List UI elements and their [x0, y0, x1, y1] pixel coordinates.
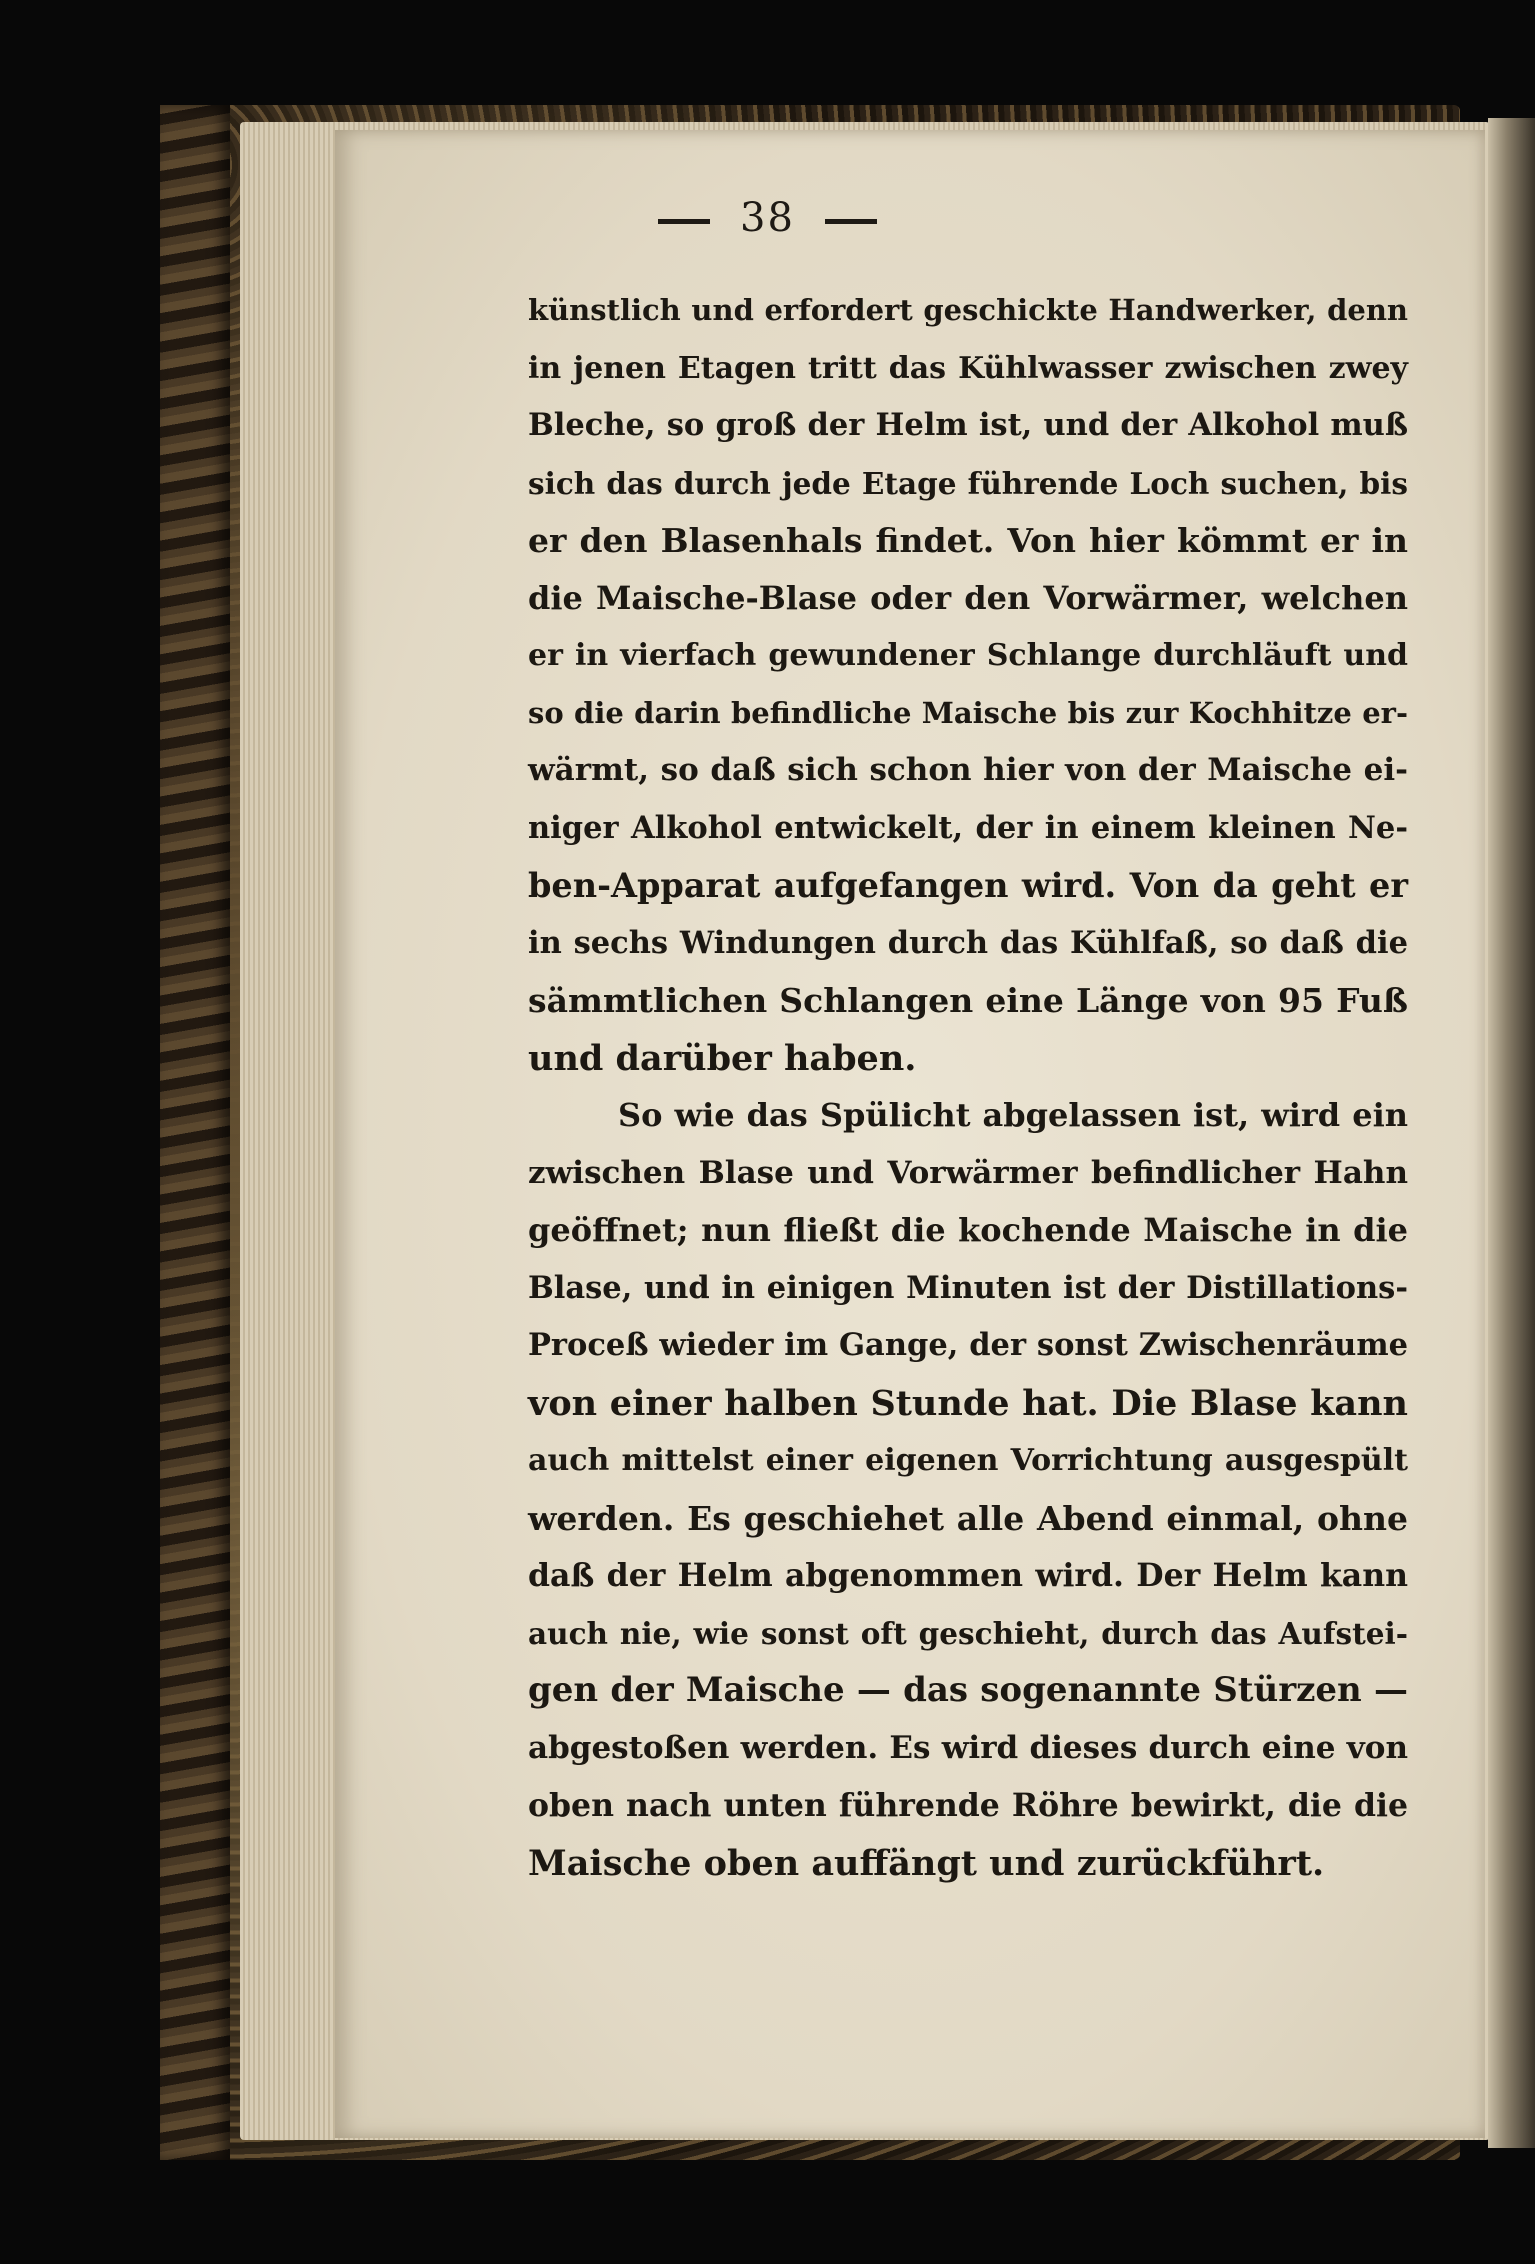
text-line: sämmtlichen Schlangen eine Länge von 95 Fuß — [528, 981, 1408, 1020]
text-line: Blase, und in einigen Minuten ist der Distillations- — [528, 1269, 1408, 1306]
left-dash — [658, 219, 710, 224]
text-line: in sechs Windungen durch das Kühlfaß, so daß die — [528, 924, 1408, 961]
text-line: ben-Apparat aufgefangen wird. Von da geht er — [528, 866, 1408, 905]
text-line: und darüber haben. — [528, 1037, 917, 1079]
text-line: er den Blasenhals findet. Von hier kömmt er in — [528, 521, 1408, 560]
body-text — [528, 282, 1408, 1892]
text-line: niger Alkohol entwickelt, der in einem kleinen Ne- — [528, 809, 1408, 846]
text-line: daß der Helm abgenommen wird. Der Helm kann — [528, 1557, 1408, 1594]
page-number: 38 — [740, 195, 795, 241]
text-line: künstlich und erfordert geschickte Handwerker, denn — [528, 293, 1408, 327]
text-line: So wie das Spülicht abgelassen ist, wird ein — [618, 1096, 1408, 1134]
text-line: gen der Maische — das sogenannte Stürzen — — [528, 1670, 1408, 1710]
text-line: auch nie, wie sonst oft geschieht, durch das Aufstei- — [528, 1615, 1408, 1651]
text-line: sich das durch jede Etage führende Loch suchen, bis — [528, 465, 1408, 501]
text-line: die Maische-Blase oder den Vorwärmer, welchen — [528, 578, 1408, 617]
text-line: wärmt, so daß sich schon hier von der Maische ei- — [528, 752, 1408, 788]
text-line: so die darin befindliche Maische bis zur Kochhitze er- — [528, 695, 1408, 730]
text-line: geöffnet; nun fließt die kochende Maische in die — [528, 1211, 1408, 1249]
text-line: abgestoßen werden. Es wird dieses durch eine von — [528, 1729, 1408, 1766]
text-line: Maische oben auffängt und zurückführt. — [528, 1842, 1325, 1884]
text-line: Bleche, so groß der Helm ist, und der Alkohol muß — [528, 407, 1408, 443]
text-line: zwischen Blase und Vorwärmer befindlicher Hahn — [528, 1154, 1408, 1191]
right-page-edge — [1488, 118, 1535, 2148]
cover-spine-edge — [160, 105, 230, 2160]
text-line: werden. Es geschiehet alle Abend einmal, ohne — [528, 1498, 1408, 1538]
text-line: auch mittelst einer eigenen Vorrichtung ausgespült — [528, 1443, 1408, 1478]
page-number-header — [0, 195, 1535, 241]
text-line: er in vierfach gewundener Schlange durchläuft und — [528, 638, 1408, 673]
text-line: in jenen Etagen tritt das Kühlwasser zwischen zwey — [528, 350, 1408, 386]
text-line: Proceß wieder im Gange, der sonst Zwischenräume — [528, 1327, 1408, 1363]
right-dash — [825, 219, 877, 224]
text-line: oben nach unten führende Röhre bewirkt, die die — [528, 1787, 1408, 1824]
text-line: von einer halben Stunde hat. Die Blase kann — [528, 1382, 1408, 1424]
